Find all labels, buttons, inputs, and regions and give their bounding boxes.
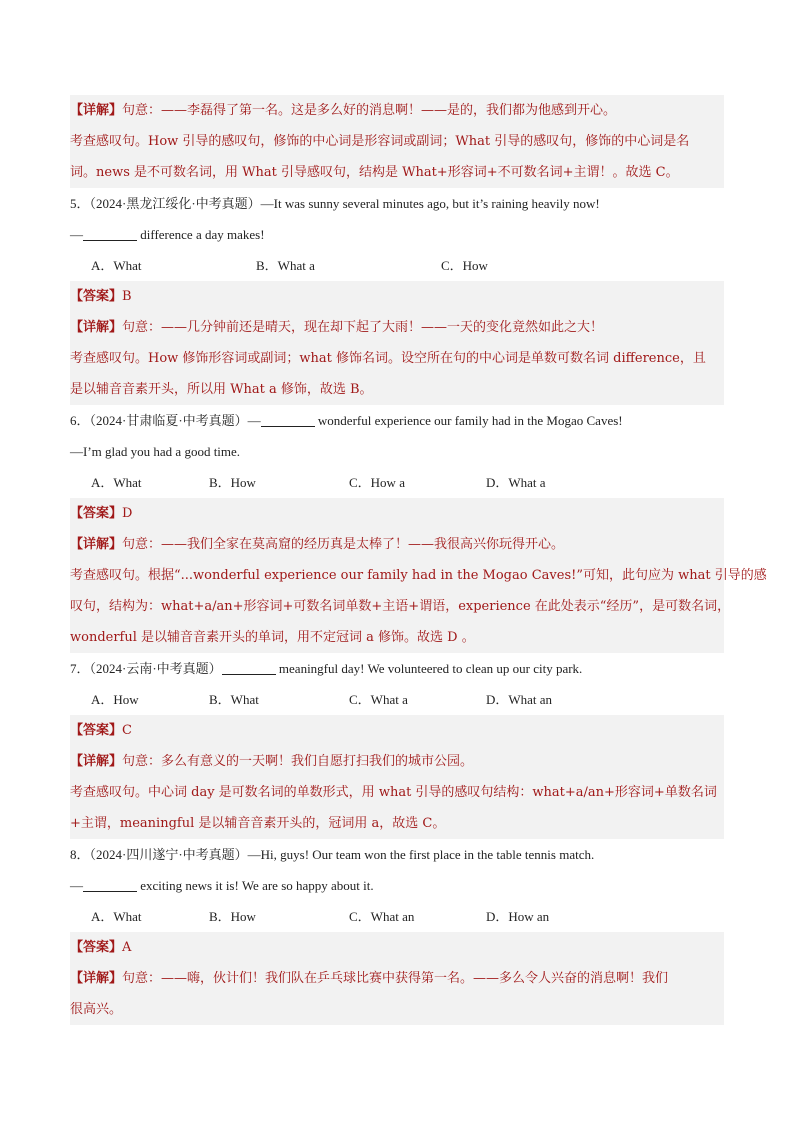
option-d[interactable]: D．What an [486,692,553,707]
answer-blank[interactable] [261,411,315,427]
explain-line: 是以辅音音素开头，所以用 What a 修饰，故选 B。 [70,382,373,397]
answer-block-7 [70,715,724,839]
option-c[interactable]: C．How [441,258,488,273]
answer-label: 【答案】 [70,289,123,304]
option-a[interactable]: A．What [91,909,142,924]
option-b[interactable]: B．How [209,909,256,924]
option-d[interactable]: D．What a [486,475,546,490]
answer-block-8 [70,932,724,1025]
question-stem: 8．（2024·四川遂宁·中考真题）—Hi, guys! Our team won the first place in the table tennis match. [70,847,595,862]
question-line2 [70,870,724,901]
detail-text: 句意：——李磊得了第一名。这是多么好的消息啊！——是的，我们都为他感到开心。 [122,103,617,118]
explain-line: 考查感叹句。How 引导的感叹句，修饰的中心词是形容词或副词；What 引导的感叹句，修饰的中心词是名 [70,134,690,149]
explain-line: 考查感叹句。How 修饰形容词或副词；what 修饰名词。设空所在句的中心词是单数可数名词 difference，且 [70,351,706,366]
question-line2 [70,219,724,250]
answer-label: 【答案】 [70,506,123,521]
explain-line: 考查感叹句。中心词 day 是可数名词的单数形式，用 what 引导的感叹句结构：what+a/an+形容词+单数名词 [70,785,717,800]
option-d[interactable]: D．How an [486,909,550,924]
detail-text: 句意：——我们全家在莫高窟的经历真是太棒了！——我很高兴你玩得开心。 [122,537,565,552]
question-text: meaningful day! We volunteered to clean up our city park. [275,661,583,676]
question-text: exciting news it is! We are so happy about it. [137,878,374,893]
question-stem: 5．（2024·黑龙江绥化·中考真题）—It was sunny several minutes ago, but it’s raining heavily now! [70,196,600,211]
answer-blank[interactable] [222,659,276,675]
answer-block-5 [70,281,724,405]
answer-value: B [122,289,132,304]
question-text: wonderful experience our family had in the Mogao Caves! [314,413,623,428]
options-row [70,467,724,498]
question-text: 6．（2024·甘肃临夏·中考真题）— [70,413,261,428]
question-stem [70,405,724,436]
options-row [70,250,724,281]
explanation-block-prev [70,95,724,188]
answer-blank[interactable] [83,876,137,892]
explain-line: 词。news 是不可数名词，用 What 引导感叹句，结构是 What+形容词+不可数名词+主谓！。故选 C。 [70,165,679,180]
detail-line [70,746,724,777]
question-6 [70,405,724,498]
detail-line [70,963,724,994]
answer-block-6 [70,498,767,653]
question-8 [70,839,724,932]
explain-line: 叹句，结构为：what+a/an+形容词+可数名词单数+主语+谓语，experience 在此处表示“经历”，是可数名词， [70,599,731,614]
detail-label: 【详解】 [70,754,123,769]
question-stem [70,653,724,684]
detail-line [70,95,724,126]
detail-line [70,529,724,560]
detail-label: 【详解】 [70,971,123,986]
detail-label: 【详解】 [70,320,123,335]
question-text: 7．（2024·云南·中考真题） [70,661,222,676]
detail-text: 句意：——嗨，伙计们！我们队在乒乓球比赛中获得第一名。——多么令人兴奋的消息啊！我们 [122,971,669,986]
question-line2: —I’m glad you had a good time. [70,444,241,459]
option-b[interactable]: B．What a [256,258,315,273]
explain-line: wonderful 是以辅音音素开头的单词，用不定冠词 a 修饰。故选 D 。 [70,630,475,645]
document-page [70,95,767,1025]
question-5 [70,188,724,281]
explain-line: 很高兴。 [70,1002,123,1017]
option-c[interactable]: C．How a [349,475,405,490]
option-b[interactable]: B．How [209,475,256,490]
detail-label: 【详解】 [70,103,123,118]
option-c[interactable]: C．What a [349,692,408,707]
option-b[interactable]: B．What [209,692,259,707]
answer-blank[interactable] [83,225,137,241]
detail-text: 句意：多么有意义的一天啊！我们自愿打扫我们的城市公园。 [122,754,474,769]
explain-line: +主谓，meaningful 是以辅音音素开头的，冠词用 a，故选 C。 [70,816,446,831]
answer-label: 【答案】 [70,940,123,955]
answer-line [70,498,724,529]
detail-text: 句意：——几分钟前还是晴天，现在却下起了大雨！——一天的变化竟然如此之大！ [122,320,604,335]
detail-label: 【详解】 [70,537,123,552]
answer-value: D [122,506,133,521]
option-a[interactable]: A．What [91,475,142,490]
answer-value: C [122,723,132,738]
option-a[interactable]: A．How [91,692,139,707]
options-row [70,684,724,715]
explain-line: 考查感叹句。根据“...wonderful experience our family had in the Mogao Caves!”可知，此句应为 what 引导的感 [70,568,767,583]
options-row [70,901,724,932]
answer-line [70,715,724,746]
dash: — [70,878,83,893]
answer-line [70,281,724,312]
option-c[interactable]: C．What an [349,909,415,924]
question-text: difference a day makes! [137,227,265,242]
answer-value: A [122,940,132,955]
answer-line [70,932,724,963]
dash: — [70,227,83,242]
question-7 [70,653,724,715]
answer-label: 【答案】 [70,723,123,738]
detail-line [70,312,724,343]
option-a[interactable]: A．What [91,258,142,273]
